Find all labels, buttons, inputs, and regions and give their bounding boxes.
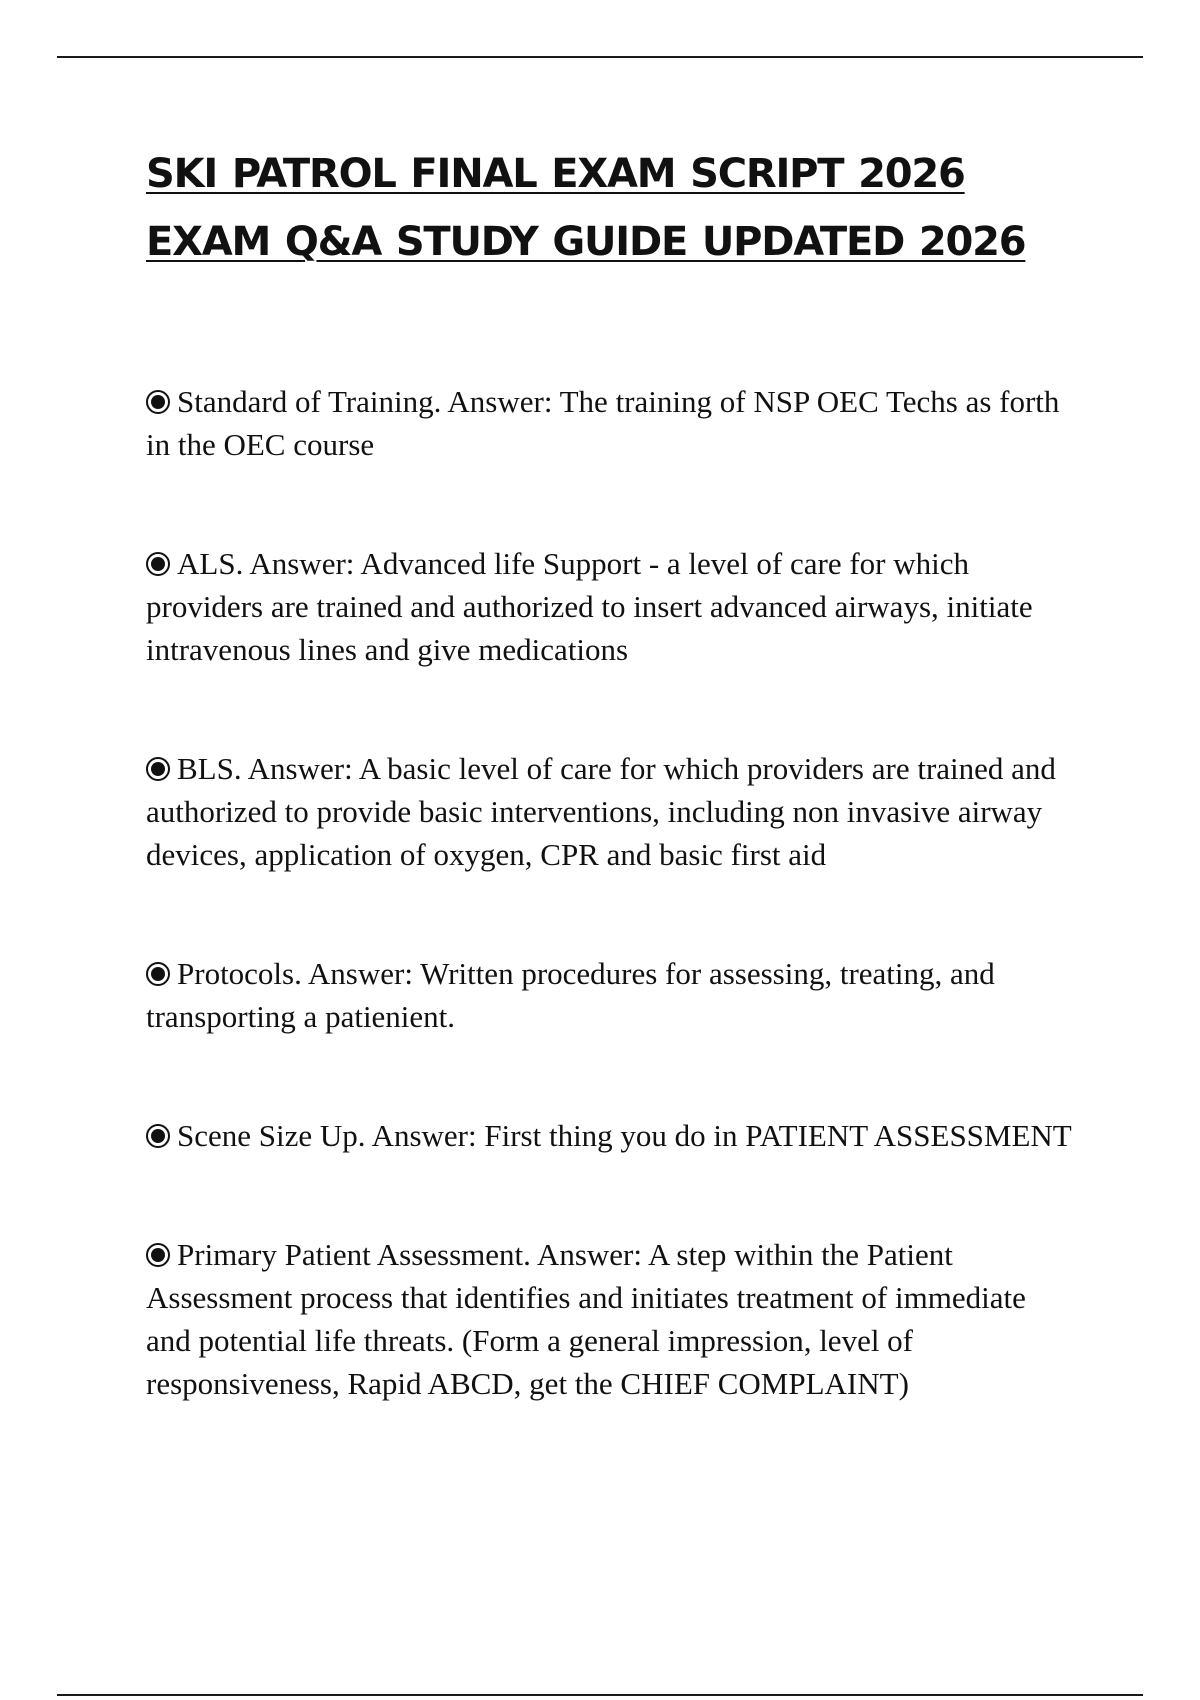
qa-item bbox=[146, 952, 1076, 1038]
radio-bullet-icon bbox=[146, 1124, 170, 1148]
qa-text: BLS. Answer: A basic level of care for which providers are trained and authorized to provide basic interventions, including non invasive airway devices, application of oxygen, CPR and basic first aid bbox=[146, 751, 1056, 872]
qa-item bbox=[146, 1233, 1076, 1405]
qa-text: Protocols. Answer: Written procedures for assessing, treating, and transporting a patienient. bbox=[146, 956, 995, 1034]
qa-item bbox=[146, 747, 1076, 876]
radio-bullet-icon bbox=[146, 552, 170, 576]
top-divider bbox=[57, 56, 1143, 58]
page-title: SKI PATROL FINAL EXAM SCRIPT 2026 EXAM Q&A STUDY GUIDE UPDATED 2026 bbox=[146, 151, 1026, 265]
radio-bullet-icon bbox=[146, 1243, 170, 1267]
bottom-divider bbox=[57, 1694, 1143, 1696]
qa-list bbox=[146, 380, 1076, 1481]
radio-bullet-icon bbox=[146, 390, 170, 414]
qa-item bbox=[146, 542, 1076, 671]
radio-bullet-icon bbox=[146, 757, 170, 781]
qa-text: Standard of Training. Answer: The training of NSP OEC Techs as forth in the OEC course bbox=[146, 384, 1060, 462]
qa-item bbox=[146, 1114, 1076, 1157]
radio-bullet-icon bbox=[146, 962, 170, 986]
qa-text: Primary Patient Assessment. Answer: A step within the Patient Assessment process that identifies and initiates treatment of immediate and potential life threats. (Form a general impression, level of responsiveness, Rapid ABCD, get the CHIEF COMPLAINT) bbox=[146, 1237, 1026, 1401]
qa-text: ALS. Answer: Advanced life Support - a level of care for which providers are trained and authorized to insert advanced airways, initiate intravenous lines and give medications bbox=[146, 546, 1033, 667]
qa-item bbox=[146, 380, 1076, 466]
qa-text: Scene Size Up. Answer: First thing you do in PATIENT ASSESSMENT bbox=[177, 1118, 1072, 1153]
